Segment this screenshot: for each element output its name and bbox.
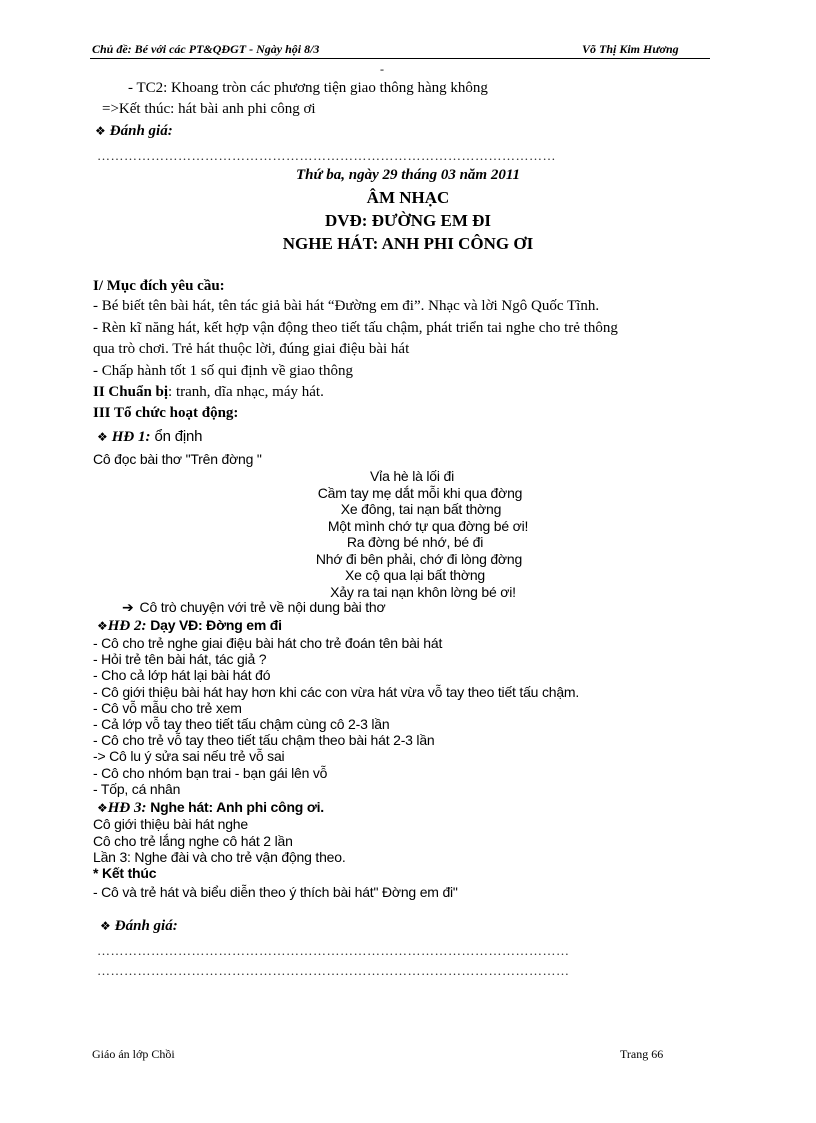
poem-line: Xe cộ qua lại bất thờng (344, 567, 485, 583)
eval-dots-1: …………………………………………………………………………………………… (97, 943, 570, 958)
diamond-bullet-icon: ❖ (95, 124, 106, 138)
list-item: - Cô cho trẻ vỗ tay theo tiết tấu chậm theo bài hát 2-3 lần (93, 732, 435, 749)
section3-heading: III Tổ chức hoạt động: (93, 405, 239, 421)
header-author: Võ Thị Kim Hương (582, 42, 679, 56)
header-topic: Chủ đề: Bé với các PT&QĐGT - Ngày hội 8/3 (92, 42, 320, 56)
section1-line2: - Rèn kĩ năng hát, kết hợp vận động theo tiết tấu chậm, phát triển tai nghe cho trẻ thông (93, 320, 618, 336)
list-item: - Hỏi trẻ tên bài hát, tác giả ? (93, 651, 267, 668)
eval-heading-top: ❖ Đánh giá: (95, 123, 173, 139)
poem-line: Cầm tay mẹ dắt mỗi khi qua đờng (317, 484, 523, 501)
eval-heading: ❖ Đánh giá: (100, 918, 178, 934)
diamond-bullet-icon: ❖ (97, 801, 108, 815)
hd3-steps (93, 816, 346, 866)
footer-page: Trang 66 (620, 1047, 664, 1061)
footer-class: Giáo án lớp Chồi (92, 1047, 175, 1061)
hd1-heading: ❖ HĐ 1: ổn định (97, 428, 203, 445)
diamond-bullet-icon: ❖ (97, 619, 108, 633)
diamond-bullet-icon: ❖ (100, 919, 111, 933)
date-title: Thứ ba, ngày 29 tháng 03 năm 2011 (295, 167, 521, 183)
poem-line: Vỉa hè là lối đi (370, 468, 454, 484)
end-heading: * Kết thúc (93, 865, 157, 881)
poem-line: Một mình chớ tự qua đờng bé ơi! (327, 517, 529, 534)
list-item: - Cô cho nhóm bạn trai - bạn gái lên vỗ (93, 764, 328, 781)
section1-line4: - Chấp hành tốt 1 số qui định về giao thông (93, 363, 353, 379)
section1-heading: I/ Mục đích yêu cầu: (93, 278, 225, 294)
list-item: - Tốp, cá nhân (93, 780, 181, 797)
diamond-bullet-icon: ❖ (97, 430, 108, 444)
list-item: Cô cho trẻ lắng nghe cô hát 2 lần (93, 832, 293, 849)
list-item: Lần 3: Nghe đài và cho trẻ vận động theo. (93, 849, 346, 865)
eval-dots-top: ………………………………………………………………………………………… (97, 148, 556, 163)
poem-line: Ra đờng bé nhớ, bé đi (346, 534, 484, 550)
poem-line: Nhớ đi bên phải, chớ đi lòng đờng (315, 550, 523, 567)
lesson-title-2: NGHE HÁT: ANH PHI CÔNG ƠI (282, 234, 534, 253)
list-item: -> Cô lu ý sửa sai nếu trẻ vỗ sai (93, 748, 285, 765)
arrow-right-icon: ➔ (122, 600, 134, 616)
hd3-heading: ❖HĐ 3: Nghe hát: Anh phi công ơi. (97, 799, 324, 816)
list-item: - Cô cho trẻ nghe giai điệu bài hát cho trẻ đoán tên bài hát (93, 635, 443, 651)
dash-mark: - (380, 62, 384, 76)
poem-line: Xe đông, tai nạn bất thờng (340, 501, 502, 517)
list-item: - Cô vỗ mẫu cho trẻ xem (93, 699, 242, 716)
hd1-talk: ➔ Cô trò chuyện với trẻ về nội dung bài thơ (122, 599, 386, 616)
section2-line: II Chuẩn bị: tranh, dĩa nhạc, máy hát. (93, 384, 324, 400)
ending-line: =>Kết thúc: hát bài anh phi công ơi (102, 101, 316, 117)
list-item: - Cô giới thiệu bài hát hay hơn khi các con vừa hát vừa vỗ tay theo tiết tấu chậm. (93, 683, 580, 700)
hd2-heading: ❖HĐ 2: Dạy VĐ: Đờng em đi (97, 617, 282, 634)
list-item: - Cả lớp vỗ tay theo tiết tấu chậm cùng cô 2-3 lần (93, 716, 390, 733)
header-rule (90, 58, 710, 59)
list-item: Cô giới thiệu bài hát nghe (93, 816, 248, 832)
section1-line1: - Bé biết tên bài hát, tên tác giả bài hát “Đường em đi”. Nhạc và lời Ngô Quốc Tĩnh. (93, 298, 600, 314)
hd2-steps (93, 635, 579, 797)
subject-title: ÂM NHẠC (366, 188, 450, 207)
end-text: - Cô và trẻ hát và biểu diễn theo ý thích bài hát" Đờng em đi" (93, 884, 458, 900)
tc2-line: - TC2: Khoang tròn các phương tiện giao thông hàng không (128, 80, 488, 96)
lesson-title-1: DVĐ: ĐƯỜNG EM ĐI (324, 211, 492, 230)
eval-dots-2: …………………………………………………………………………………………… (97, 963, 570, 978)
poem-line: Xảy ra tai nạn khôn lờng bé ơi! (330, 583, 516, 600)
poem (0, 468, 816, 600)
section1-line3: qua trò chơi. Trẻ hát thuộc lời, đúng giai điệu bài hát (93, 341, 410, 357)
hd1-intro: Cô đọc bài thơ "Trên đờng " (93, 451, 262, 467)
list-item: - Cho cả lớp hát lại bài hát đó (93, 667, 271, 684)
